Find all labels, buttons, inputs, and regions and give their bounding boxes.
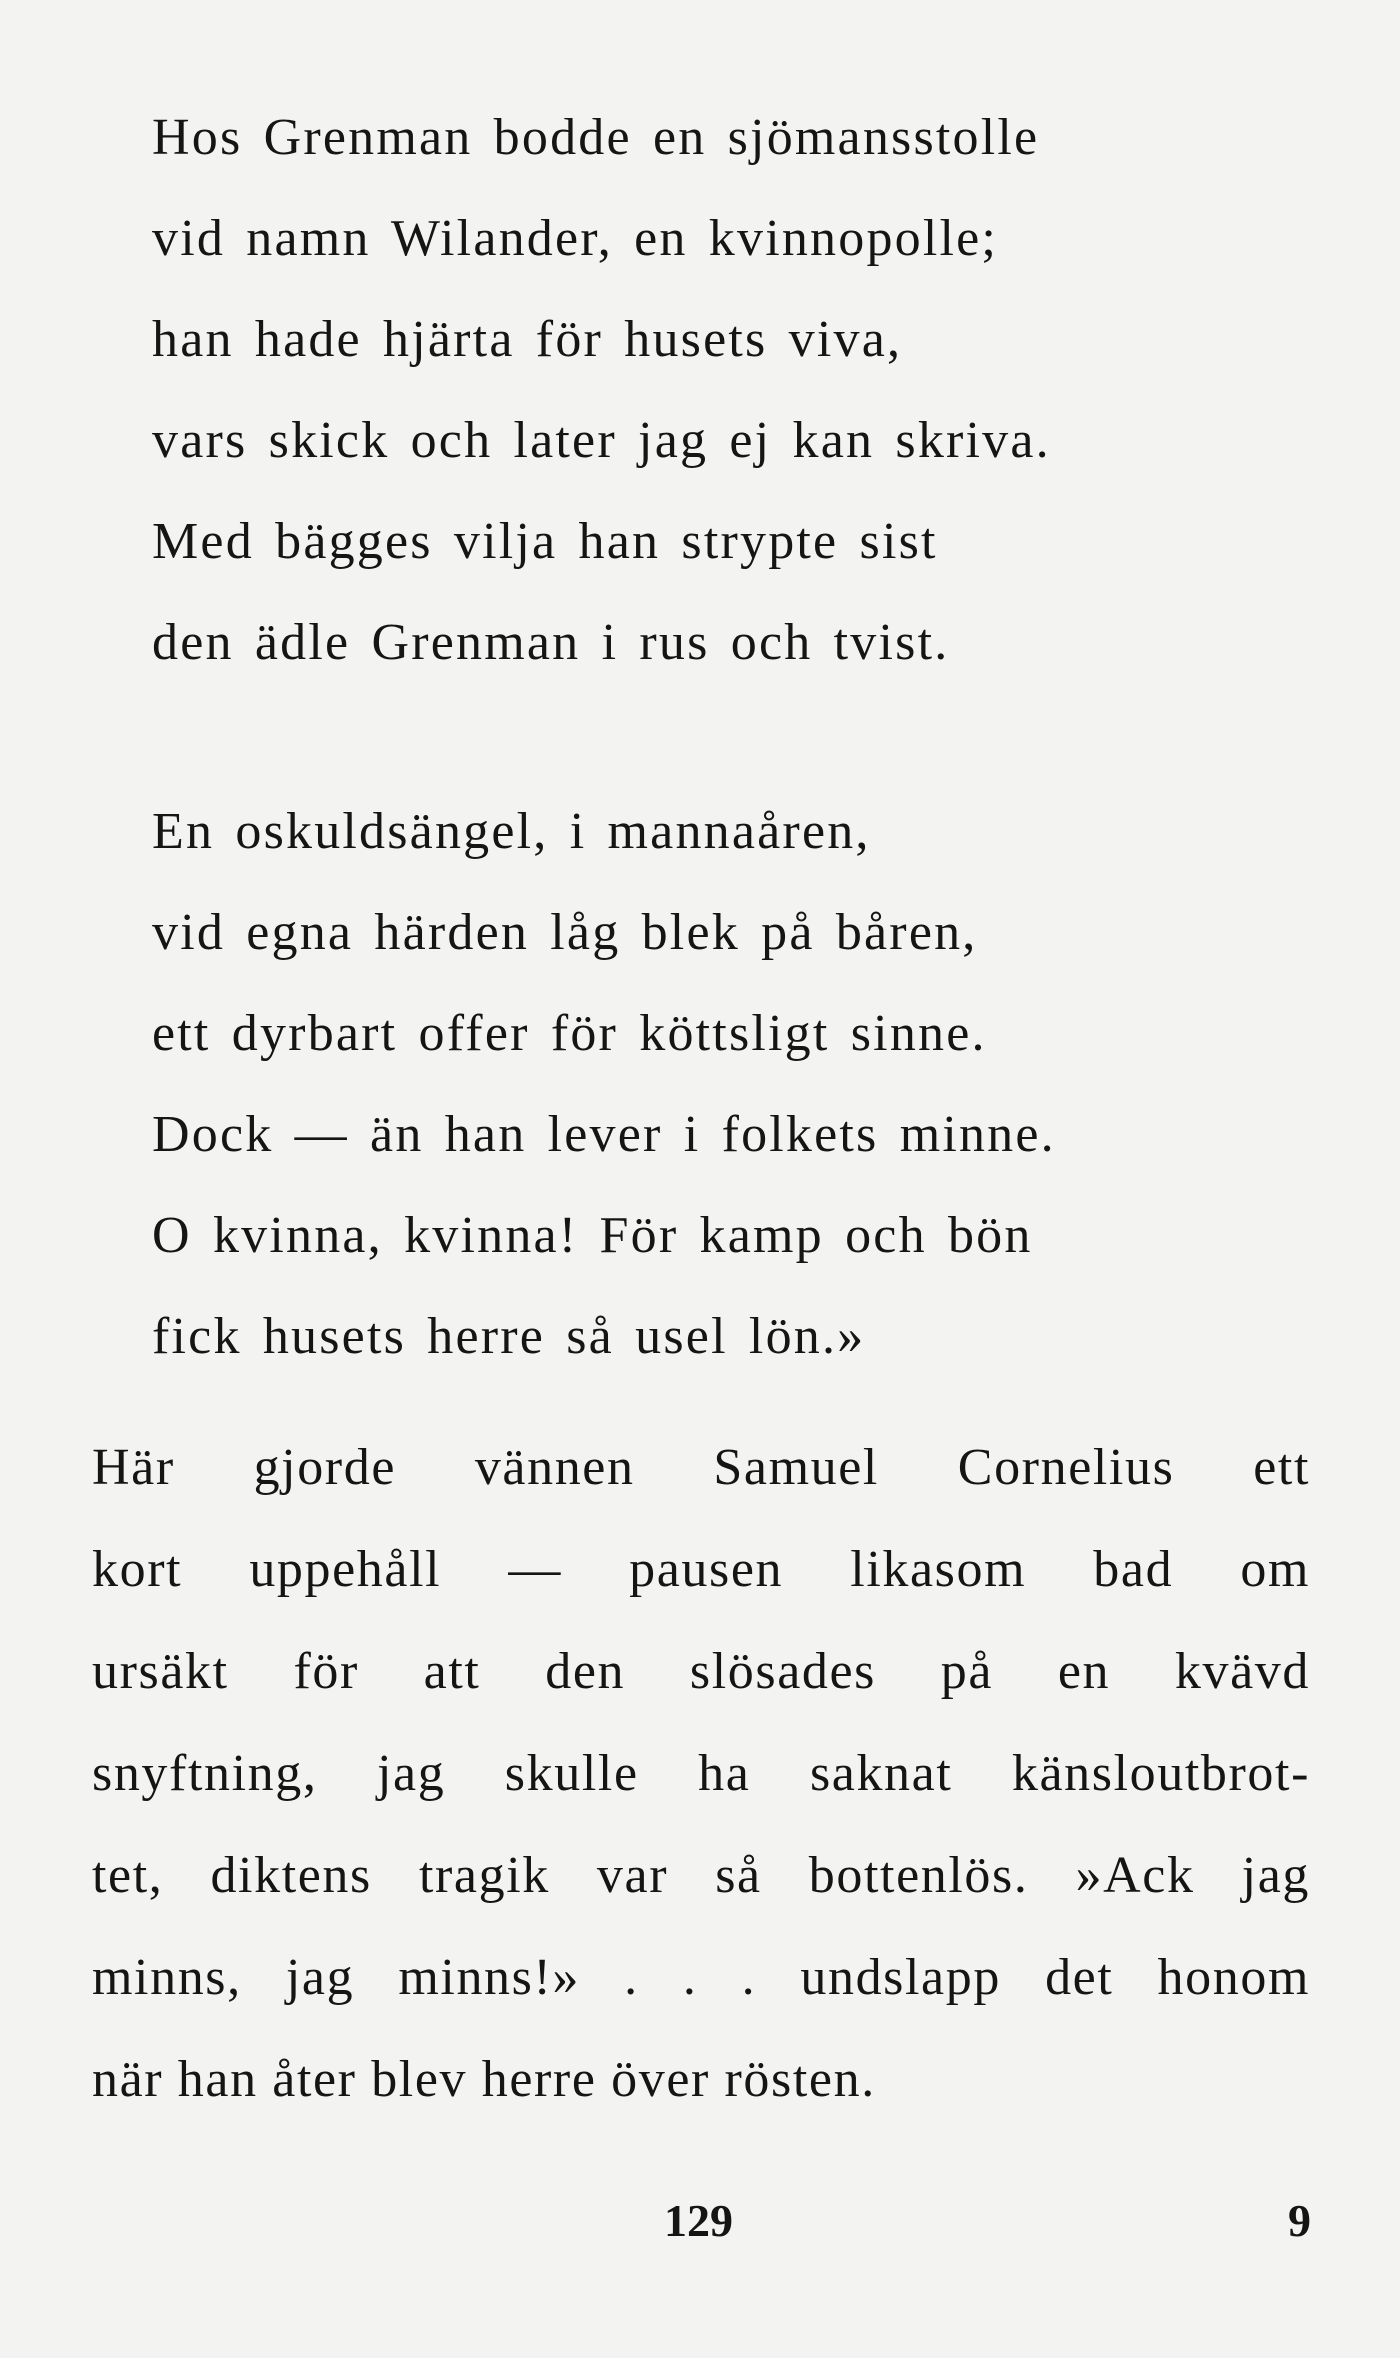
poem-line: Dock — än han lever i folkets minne. (152, 1106, 1056, 1163)
poem-line: Med bägges vilja han strypte sist (152, 513, 938, 570)
poem-line: vars skick och later jag ej kan skriva. (152, 412, 1051, 469)
prose-line: minns, jag minns!» . . . undslapp det honom (92, 1949, 1310, 2006)
poem-line: En oskuldsängel, i mannaåren, (152, 803, 871, 860)
poem-line: han hade hjärta för husets viva, (152, 311, 903, 368)
poem-line: vid egna härden låg blek på båren, (152, 904, 978, 961)
prose-line: tet, diktens tragik var så bottenlös. »Ack jag (92, 1847, 1310, 1904)
prose-line: ursäkt för att den slösades på en kvävd (92, 1643, 1310, 1700)
poem-line: fick husets herre så usel lön.» (152, 1308, 866, 1365)
signature-mark: 9 (1288, 2195, 1311, 2246)
poem-stanza-2 (152, 803, 1056, 1412)
prose-line: Här gjorde vännen Samuel Cornelius ett (92, 1439, 1310, 1496)
prose-paragraph (92, 1439, 1310, 2156)
page-number: 129 (664, 2195, 733, 2246)
poem-line: vid namn Wilander, en kvinnopolle; (152, 210, 999, 267)
prose-line: kort uppehåll — pausen likasom bad om (92, 1541, 1310, 1598)
poem-line: den ädle Grenman i rus och tvist. (152, 614, 950, 671)
prose-line: snyftning, jag skulle ha saknat känsloutbrot- (92, 1745, 1310, 1802)
prose-line: när han åter blev herre över rösten. (92, 2051, 876, 2108)
poem-line: Hos Grenman bodde en sjömansstolle (152, 109, 1040, 166)
poem-stanza-1 (152, 109, 1051, 718)
poem-line: ett dyrbart offer för köttsligt sinne. (152, 1005, 987, 1062)
poem-line: O kvinna, kvinna! För kamp och bön (152, 1207, 1033, 1264)
